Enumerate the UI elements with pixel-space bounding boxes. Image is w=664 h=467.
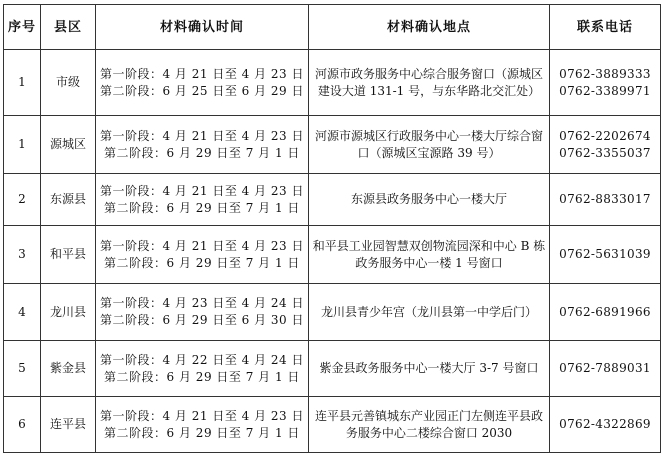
row-phone [550,50,661,116]
row-place [309,284,550,341]
time-phase-2: 第二阶段：6 月 29 日至 7 月 1 日 [104,145,300,160]
header-seq: 序号 [4,5,41,50]
row-place [309,226,550,284]
table-row [4,116,661,174]
time-phase-2: 第二阶段：6 月 29 日至 7 月 1 日 [104,255,300,270]
header-time: 材料确认时间 [96,5,309,50]
row-phone [550,341,661,397]
row-place [309,50,550,116]
time-phase-1: 第一阶段：4 月 21 日至 4 月 23 日 [99,128,304,143]
time-phase-2: 第二阶段：6 月 29 日至 7 月 1 日 [104,200,300,215]
time-phase-1: 第一阶段：4 月 22 日至 4 月 24 日 [99,352,304,367]
row-phone [550,397,661,453]
row-time [96,284,309,341]
row-place [309,397,550,453]
place-text: 河源市源城区行政服务中心一楼大厅综合窗口（源城区宝源路 39 号） [314,128,543,160]
table-row [4,397,661,453]
place-text: 东源县政务服务中心一楼大厅 [350,192,507,206]
time-phase-2: 第二阶段：6 月 29 日至 7 月 1 日 [104,369,300,384]
row-time [96,341,309,397]
row-place [309,341,550,397]
row-county: 和平县 [41,226,96,284]
table-row [4,174,661,226]
phone-number: 0762-6891966 [559,304,651,319]
place-text: 和平县工业园智慧双创物流园深和中心 B 栋政务服务中心一楼 1 号窗口 [312,238,546,270]
row-time [96,397,309,453]
row-county: 紫金县 [41,341,96,397]
place-text: 龙川县青少年宫（龙川县第一中学后门） [320,304,537,319]
place-text: 紫金县政务服务中心一楼大厅 3-7 号窗口 [319,361,539,375]
phone-number: 0762-4322869 [559,417,651,431]
row-seq: 5 [4,341,41,397]
material-confirmation-table [3,4,661,453]
row-county: 市级 [41,50,96,116]
row-county: 龙川县 [41,284,96,341]
time-phase-1: 第一阶段：4 月 21 日至 4 月 23 日 [99,183,304,198]
row-seq: 1 [4,50,41,116]
phone-number: 0762-2202674 [559,128,651,143]
place-text: 河源市政务服务中心综合服务窗口（源城区建设大道 131-1 号，与东华路北交汇处） [314,66,543,98]
time-phase-1: 第一阶段：4 月 21 日至 4 月 23 日 [99,238,304,253]
table-row [4,284,661,341]
phone-number: 0762-5631039 [559,247,651,261]
place-text: 连平县元善镇城东产业园正门左侧连平县政务服务中心二楼综合窗口 2030 [314,408,543,440]
time-phase-2: 第二阶段：6 月 29 日至 7 月 1 日 [104,425,300,440]
time-phase-2: 第二阶段：6 月 29 日至 6 月 30 日 [99,313,304,327]
phone-number: 0762-3355037 [559,145,651,160]
row-phone [550,174,661,226]
header-row [4,5,661,50]
row-phone [550,226,661,284]
table-row [4,341,661,397]
row-seq: 2 [4,174,41,226]
row-time [96,50,309,116]
row-seq: 4 [4,284,41,341]
phone-number: 0762-7889031 [559,361,651,375]
phone-number: 0762-3389971 [559,83,651,98]
row-phone [550,116,661,174]
time-phase-1: 第一阶段：4 月 23 日至 4 月 24 日 [99,296,304,310]
time-phase-1: 第一阶段：4 月 21 日至 4 月 23 日 [99,66,304,81]
row-county: 源城区 [41,116,96,174]
row-seq: 1 [4,116,41,174]
header-phone: 联系电话 [550,5,661,50]
row-seq: 3 [4,226,41,284]
row-time [96,116,309,174]
table-row [4,50,661,116]
row-place [309,174,550,226]
row-time [96,226,309,284]
row-phone [550,284,661,341]
header-county: 县区 [41,5,96,50]
row-place [309,116,550,174]
row-time [96,174,309,226]
phone-number: 0762-8833017 [559,192,651,206]
header-place: 材料确认地点 [309,5,550,50]
table-row [4,226,661,284]
time-phase-1: 第一阶段：4 月 21 日至 4 月 23 日 [99,408,304,423]
phone-number: 0762-3889333 [559,66,651,81]
row-seq: 6 [4,397,41,453]
time-phase-2: 第二阶段：6 月 25 日至 6 月 29 日 [99,83,304,98]
row-county: 东源县 [41,174,96,226]
row-county: 连平县 [41,397,96,453]
